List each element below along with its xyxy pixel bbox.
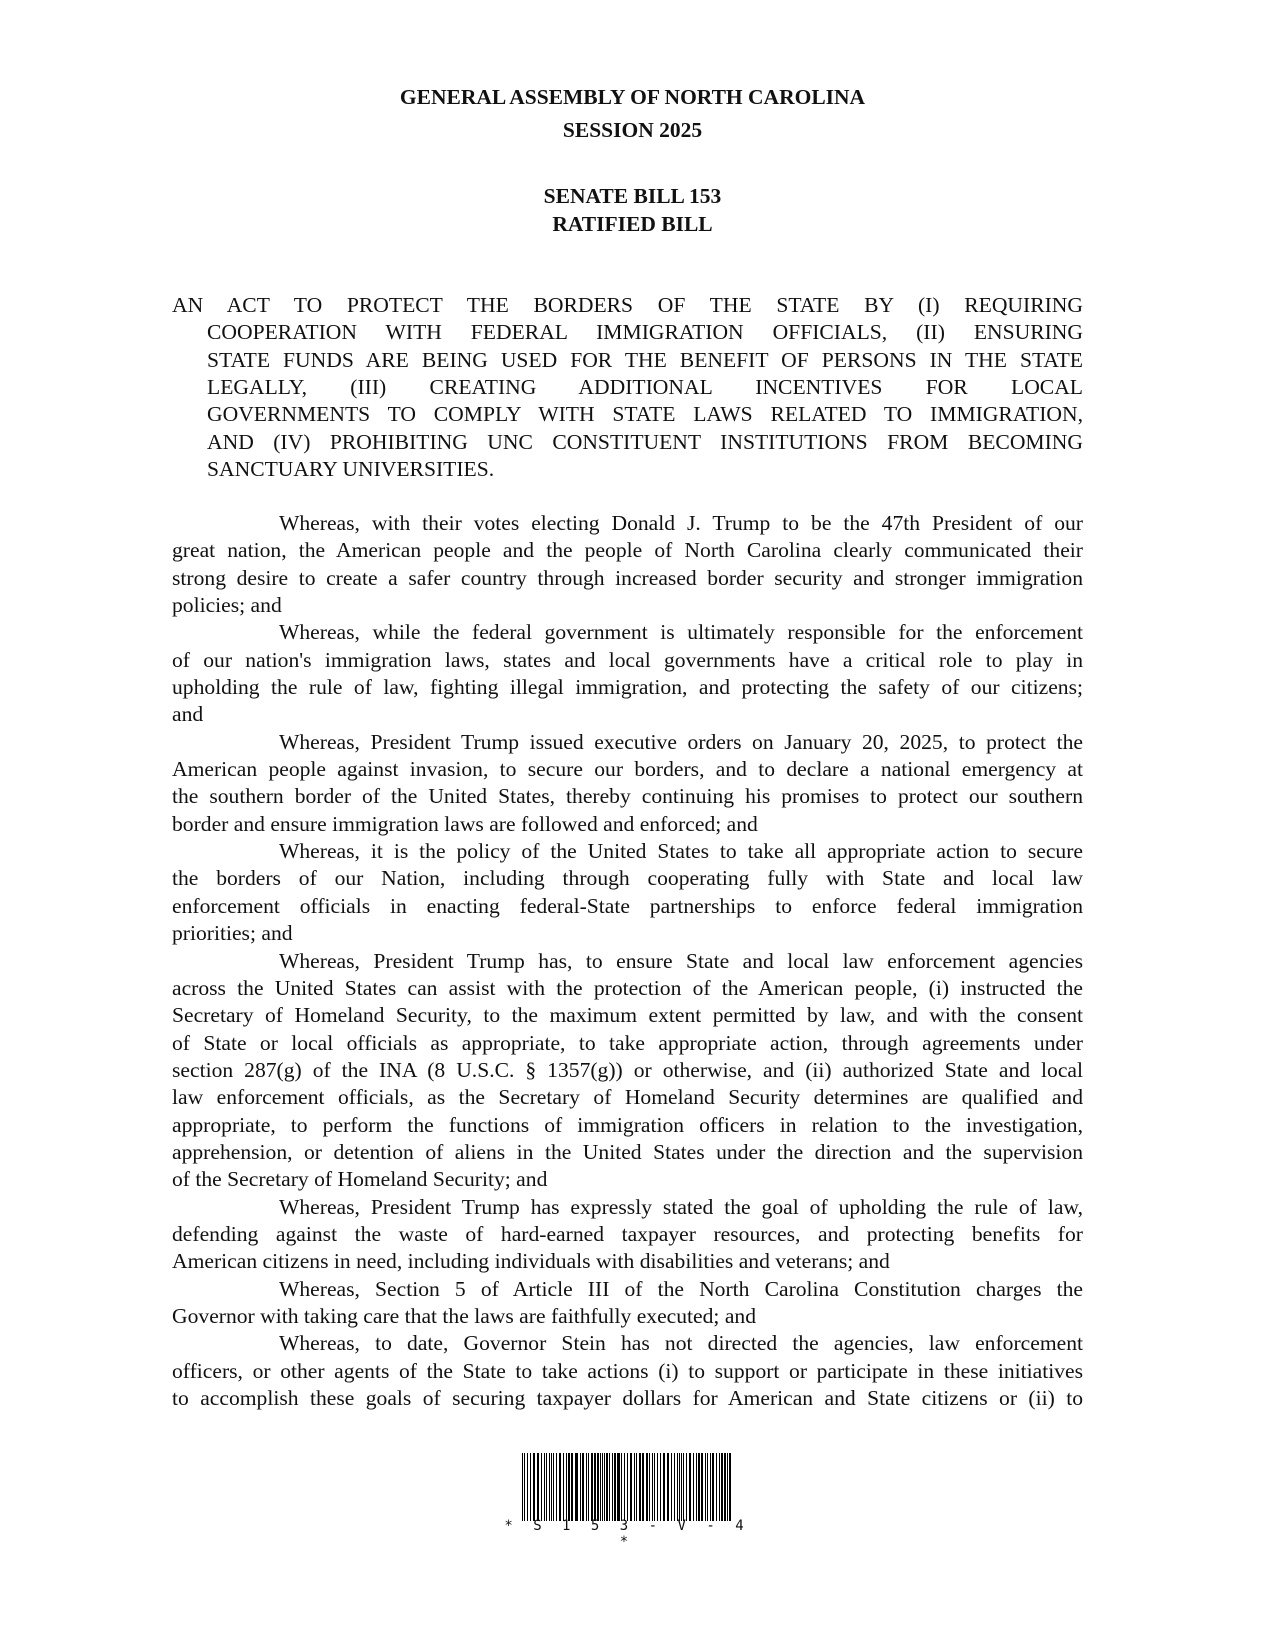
barcode-text: * S 1 5 3 - V - 4 * [504, 1518, 750, 1550]
barcode-bar [639, 1453, 641, 1521]
paragraph-line: Whereas, to date, Governor Stein has not directed the agencies, law enforcement [279, 1331, 1083, 1356]
act-title-line: LEGALLY, (III) CREATING ADDITIONAL INCENTIVES FOR LOCAL [207, 375, 1083, 400]
barcode-bar [730, 1453, 731, 1521]
barcode-bar [588, 1453, 589, 1521]
paragraph-line: Governor with taking care that the laws are faithfully executed; and [172, 1303, 757, 1328]
barcode-bar [696, 1453, 697, 1521]
act-title-line: AN ACT TO PROTECT THE BORDERS OF THE STATE BY (I) REQUIRING [172, 293, 1083, 317]
barcode-bar [727, 1453, 728, 1521]
barcode-bar [719, 1453, 720, 1521]
paragraph-line: priorities; and [172, 921, 293, 946]
barcode-bar [702, 1453, 703, 1521]
paragraph-line: Whereas, while the federal government is ultimately responsible for the enforcement [279, 620, 1083, 645]
barcode-bar [559, 1453, 561, 1521]
paragraph-line: of our nation's immigration laws, states and local governments have a critical role to play in [172, 647, 1083, 672]
barcode-bar [612, 1453, 613, 1521]
paragraph-line: policies; and [172, 593, 282, 618]
paragraph-line: American people against invasion, to secure our borders, and to declare a national emergency at [172, 757, 1083, 782]
paragraph-line: the borders of our Nation, including through cooperating fully with State and local law [172, 866, 1083, 891]
barcode-bar [580, 1453, 581, 1521]
act-title-line: AND (IV) PROHIBITING UNC CONSTITUENT INSTITUTIONS FROM BECOMING [207, 429, 1083, 454]
barcode-bar [568, 1453, 569, 1521]
whereas-paragraph [172, 1330, 1083, 1412]
barcode-bar [646, 1453, 648, 1521]
barcode-bar [686, 1453, 687, 1521]
barcode-bar [617, 1453, 618, 1521]
paragraph-line: enforcement officials in enacting federal-State partnerships to enforce federal immigration [172, 893, 1083, 918]
barcode-bar [679, 1453, 680, 1521]
barcode-bar [710, 1453, 711, 1521]
assembly-heading: GENERAL ASSEMBLY OF NORTH CAROLINA [399, 85, 866, 109]
barcode-bar [630, 1453, 632, 1521]
barcode-bar [600, 1453, 601, 1521]
paragraph-line: American citizens in need, including individuals with disabilities and veterans; and [172, 1249, 890, 1274]
barcode-bar [729, 1453, 730, 1521]
barcode-bar [553, 1453, 554, 1521]
barcode-bar [533, 1453, 534, 1521]
barcode-bar [636, 1453, 637, 1521]
paragraph-line: of the Secretary of Homeland Security; and [172, 1167, 548, 1192]
barcode-bar [724, 1453, 726, 1521]
barcode-bar [654, 1453, 655, 1521]
paragraph-line: Whereas, President Trump issued executive orders on January 20, 2025, to protect the [279, 729, 1083, 754]
barcode-bar [618, 1453, 620, 1521]
barcode-bar [671, 1453, 672, 1521]
bill-number: SENATE BILL 153 [543, 184, 722, 208]
paragraph-line: section 287(g) of the INA (8 U.S.C. § 1357(g)) or otherwise, and (ii) authorized State and local [172, 1057, 1083, 1082]
barcode-bar [530, 1453, 532, 1521]
barcode-bar [551, 1453, 552, 1521]
barcode-bar [546, 1453, 547, 1521]
paragraph-line: border and ensure immigration laws are followed and enforced; and [172, 811, 758, 836]
paragraph-line: defending against the waste of hard-earned taxpayer resources, and protecting benefits for [172, 1221, 1083, 1246]
barcode-bar [642, 1453, 644, 1521]
barcode-bar [681, 1453, 682, 1521]
preamble [172, 510, 1083, 1412]
barcode-bar [667, 1453, 669, 1521]
whereas-paragraph [172, 948, 1083, 1194]
bill-status: RATIFIED BILL [552, 212, 713, 236]
whereas-paragraph [172, 1194, 1083, 1276]
barcode-bar [652, 1453, 653, 1521]
barcode-bar [544, 1453, 545, 1521]
barcode-bar [566, 1453, 567, 1521]
session-heading: SESSION 2025 [562, 118, 703, 142]
barcode-bar [721, 1453, 723, 1521]
paragraph-line: and [172, 702, 204, 727]
paragraph-line: officers, or other agents of the State to take actions (i) to support or participate in these initiatives [172, 1358, 1083, 1383]
act-title [172, 292, 1083, 483]
paragraph-line: Whereas, it is the policy of the United States to take all appropriate action to secure [279, 839, 1083, 864]
barcode-bar [571, 1453, 572, 1521]
barcode-bar [614, 1453, 615, 1521]
act-title-line: SANCTUARY UNIVERSITIES. [207, 457, 495, 482]
barcode-bar [597, 1453, 598, 1521]
whereas-paragraph [172, 1276, 1083, 1331]
barcode-bar [677, 1453, 678, 1521]
barcode-bar [541, 1453, 542, 1521]
barcode-bar [594, 1453, 596, 1521]
paragraph-line: Secretary of Homeland Security, to the maximum extent permitted by law, and with the consent [172, 1003, 1083, 1028]
barcode-bar [689, 1453, 691, 1521]
barcode-bar [609, 1453, 610, 1521]
barcode-bar [522, 1453, 523, 1521]
barcode-bar [576, 1453, 578, 1521]
barcode-bar [572, 1453, 573, 1521]
paragraph-line: apprehension, or detention of aliens in the United States under the direction and the supervision [172, 1139, 1083, 1164]
barcode-bar [705, 1453, 706, 1521]
paragraph-line: Whereas, with their votes electing Donald J. Trump to be the 47th President of our [279, 511, 1083, 535]
paragraph-line: strong desire to create a safer country through increased border security and stronger immigration [172, 565, 1083, 590]
barcode-bar [693, 1453, 694, 1521]
paragraph-line: law enforcement officials, as the Secretary of Homeland Security determines are qualified and [172, 1085, 1083, 1110]
barcode-bar [586, 1453, 587, 1521]
paragraph-line: Whereas, President Trump has expressly stated the goal of upholding the rule of law, [279, 1194, 1083, 1219]
barcode-bar [621, 1453, 622, 1521]
paragraph-line: great nation, the American people and the people of North Carolina clearly communicated their [172, 538, 1083, 563]
barcode-bar [537, 1453, 539, 1521]
barcode-bar [575, 1453, 576, 1521]
act-title-line: COOPERATION WITH FEDERAL IMMIGRATION OFFICIALS, (II) ENSURING [207, 320, 1083, 345]
barcode-bar [683, 1453, 684, 1521]
act-title-line: STATE FUNDS ARE BEING USED FOR THE BENEFIT OF PERSONS IN THE STATE [207, 347, 1083, 372]
paragraph-line: to accomplish these goals of securing taxpayer dollars for American and State citizens or (ii) to [172, 1386, 1083, 1410]
whereas-paragraph [172, 619, 1083, 728]
barcode-bar [591, 1453, 593, 1521]
barcode-bar [712, 1453, 714, 1521]
barcode-bar [563, 1453, 564, 1521]
barcode-bar [598, 1453, 599, 1521]
barcode-bar [606, 1453, 607, 1521]
barcode-bar [527, 1453, 528, 1521]
whereas-paragraph [172, 838, 1083, 947]
barcode-bar [707, 1453, 709, 1521]
whereas-paragraph [172, 729, 1083, 838]
paragraph-line: Whereas, President Trump has, to ensure State and local law enforcement agencies [279, 948, 1083, 973]
barcode-bar [657, 1453, 658, 1521]
barcode-bar [701, 1453, 702, 1521]
paragraph-line: upholding the rule of law, fighting illegal immigration, and protecting the safety of our citizens; [172, 675, 1083, 700]
barcode-bar [698, 1453, 699, 1521]
whereas-paragraph [172, 510, 1083, 619]
barcode-bar [634, 1453, 635, 1521]
barcode [522, 1453, 732, 1521]
paragraph-line: across the United States can assist with the protection of the American people, (i) instructed the [172, 975, 1083, 1000]
act-title-line: GOVERNMENTS TO COMPLY WITH STATE LAWS RELATED TO IMMIGRATION, [207, 402, 1083, 427]
paragraph-line: of State or local officials as appropriate, to take appropriate action, through agreements under [172, 1030, 1083, 1055]
barcode-bar [556, 1453, 557, 1521]
barcode-bar [549, 1453, 550, 1521]
paragraph-line: the southern border of the United States, thereby continuing his promises to protect our southern [172, 784, 1083, 809]
barcode-bar [649, 1453, 650, 1521]
paragraph-line: Whereas, Section 5 of Article III of the North Carolina Constitution charges the [279, 1276, 1083, 1301]
barcode-bar [524, 1453, 525, 1521]
barcode-bar [602, 1453, 603, 1521]
barcode-bar [660, 1453, 662, 1521]
barcode-bar [582, 1453, 584, 1521]
barcode-bar [624, 1453, 625, 1521]
barcode-bar [674, 1453, 675, 1521]
barcode-bar [663, 1453, 664, 1521]
barcode-bar [716, 1453, 717, 1521]
paragraph-line: appropriate, to perform the functions of immigration officers in relation to the investigation, [172, 1112, 1083, 1137]
barcode-bar [604, 1453, 605, 1521]
barcode-bar [627, 1453, 628, 1521]
